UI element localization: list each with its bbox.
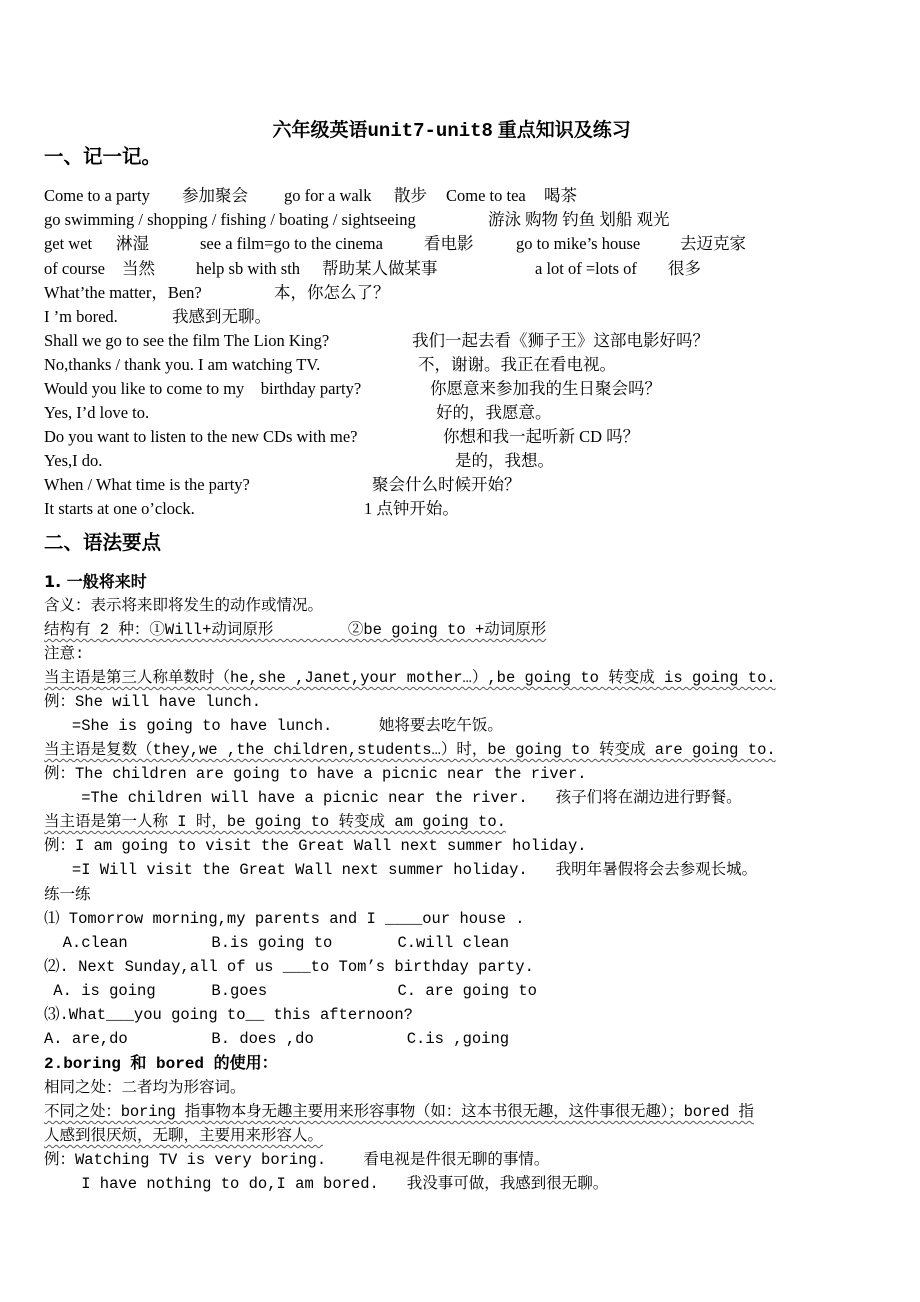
- phrase-zh: 你想和我一起听新 CD 吗？: [443, 427, 640, 446]
- phrase-en: When / What time is the party?: [44, 475, 250, 494]
- vocab-row-4: [44, 258, 904, 280]
- grammar-rule-first-person: 当主语是第一人称 I 时，be going to 转变成 am going to.: [44, 813, 506, 831]
- phrase-en: No,thanks / thank you. I am watching TV.: [44, 355, 321, 374]
- grammar-heading-future-tense: 1. 一般将来时: [44, 572, 147, 591]
- example-line: 例：Watching TV is very boring. 看电视是件很无聊的事情。: [44, 1151, 550, 1169]
- grammar-structure: 结构有 2 种：①Will+动词原形 ②be going to +动词原形: [44, 621, 547, 639]
- example-line: =I Will visit the Great Wall next summer holiday. 我明年暑假将会去参观长城。: [44, 861, 758, 879]
- phrase-en: Yes,I do.: [44, 451, 103, 470]
- phrase-row: [44, 402, 904, 424]
- phrase-zh: 好的，我愿意。: [436, 403, 552, 422]
- phrase-row: [44, 282, 904, 304]
- grammar-note: 注意:: [44, 645, 85, 663]
- phrase-en: I ’m bored.: [44, 307, 118, 326]
- phrase-row: [44, 306, 904, 328]
- phrase-zh: 本，你怎么了？: [274, 283, 390, 302]
- example-line: 例：She will have lunch.: [44, 693, 262, 711]
- example-line: =The children will have a picnic near the river. 孩子们将在湖边进行野餐。: [44, 789, 742, 807]
- vocab-zh: 喝茶: [544, 186, 577, 205]
- phrase-row: [44, 498, 904, 520]
- vocab-zh: 看电影: [424, 234, 474, 253]
- phrase-row: [44, 426, 904, 448]
- phrase-zh: 不，谢谢。我正在看电视。: [418, 355, 616, 374]
- phrase-en: Do you want to listen to the new CDs with me?: [44, 427, 358, 446]
- vocab-row-3: [44, 233, 904, 255]
- title-zh: 六年级英语: [272, 120, 368, 141]
- phrase-row: [44, 330, 904, 352]
- phrase-en: Yes, I’d love to.: [44, 403, 150, 422]
- grammar-same: 相同之处：二者均为形容词。: [44, 1079, 246, 1097]
- phrase-en: It starts at one o’clock.: [44, 499, 195, 518]
- vocab-en: help sb with sth: [196, 259, 301, 278]
- vocab-en: go to mike’s house: [516, 234, 641, 253]
- phrase-en: What’the matter，Ben?: [44, 283, 202, 302]
- vocab-en: get wet: [44, 234, 93, 253]
- vocab-en: of course: [44, 259, 105, 278]
- grammar-diff-line-1: 不同之处：boring 指事物本身无趣主要用来形容事物（如：这本书很无趣，这件事很无趣）；bored 指: [44, 1103, 754, 1121]
- vocab-zh: 淋湿: [116, 234, 149, 253]
- example-line: 例：I am going to visit the Great Wall next summer holiday.: [44, 837, 587, 855]
- vocab-zh: 散步: [394, 186, 427, 205]
- grammar-rule-plural: 当主语是复数（they,we ,the children,students…）时，be going to 转变成 are going to.: [44, 741, 776, 759]
- phrase-row: [44, 450, 904, 472]
- practice-options-2: A. is going B.goes C. are going to: [44, 982, 537, 1000]
- section-heading-grammar: 二、语法要点: [44, 531, 162, 554]
- grammar-heading-boring-bored: 2.boring 和 bored 的使用：: [44, 1055, 278, 1073]
- practice-options-1: A.clean B.is going to C.will clean: [44, 934, 510, 952]
- phrase-zh: 我感到无聊。: [172, 307, 271, 326]
- phrase-en: Would you like to come to my birthday party?: [44, 379, 362, 398]
- section-heading-remember: 一、记一记。: [44, 145, 162, 168]
- example-line: 例：The children are going to have a picnic near the river.: [44, 765, 587, 783]
- vocab-zh: 去迈克家: [680, 234, 746, 253]
- page-title: [263, 98, 631, 142]
- vocab-zh: 参加聚会: [182, 186, 248, 205]
- phrase-zh: 聚会什么时候开始？: [372, 475, 521, 494]
- phrase-zh: 我们一起去看《狮子王》这部电影好吗？: [412, 331, 709, 350]
- grammar-diff-line-2: 人感到很厌烦，无聊，主要用来形容人。: [44, 1127, 324, 1145]
- vocab-en: go for a walk: [284, 186, 372, 205]
- phrase-row: [44, 378, 904, 400]
- phrase-row: [44, 354, 904, 376]
- vocab-row-2: [44, 209, 904, 231]
- grammar-rule-third-person: 当主语是第三人称单数时（he,she ,Janet,your mother…）,be going to 转变成 is going to.: [44, 669, 776, 687]
- title-units: unit7-unit8: [367, 120, 493, 142]
- vocab-zh: 游泳 购物 钓鱼 划船 观光: [488, 210, 670, 229]
- practice-question-2: ⑵. Next Sunday,all of us ___to Tom’s birthday party.: [44, 958, 534, 976]
- example-line: I have nothing to do,I am bored. 我没事可做，我感到很无聊。: [44, 1175, 609, 1193]
- practice-options-3: A. are,do B. does ,do C.is ,going: [44, 1030, 510, 1048]
- phrase-zh: 是的，我想。: [455, 451, 554, 470]
- title-zh2: 重点知识及练习: [497, 120, 631, 141]
- phrase-row: [44, 474, 904, 496]
- vocab-zh: 当然: [122, 259, 155, 278]
- phrase-zh: 1 点钟开始。: [364, 499, 459, 518]
- vocab-zh: 帮助某人做某事: [322, 259, 438, 278]
- practice-question-1: ⑴ Tomorrow morning,my parents and I ____our house .: [44, 910, 525, 928]
- grammar-meaning: 含义：表示将来即将发生的动作或情况。: [44, 597, 324, 615]
- practice-question-3: ⑶.What___you going to__ this afternoon?: [44, 1006, 413, 1024]
- practice-heading: 练一练: [44, 886, 91, 904]
- vocab-en: go swimming / shopping / fishing / boating / sightseeing: [44, 210, 416, 229]
- vocab-en: Come to a party: [44, 186, 150, 205]
- vocab-zh: 很多: [668, 259, 701, 278]
- vocab-row-1: [44, 185, 904, 207]
- phrase-zh: 你愿意来参加我的生日聚会吗？: [430, 379, 661, 398]
- vocab-en: Come to tea: [446, 186, 526, 205]
- example-line: =She is going to have lunch. 她将要去吃午饭。: [44, 717, 503, 735]
- phrase-en: Shall we go to see the film The Lion King?: [44, 331, 330, 350]
- vocab-en: a lot of =lots of: [535, 259, 637, 278]
- vocab-en: see a film=go to the cinema: [200, 234, 383, 253]
